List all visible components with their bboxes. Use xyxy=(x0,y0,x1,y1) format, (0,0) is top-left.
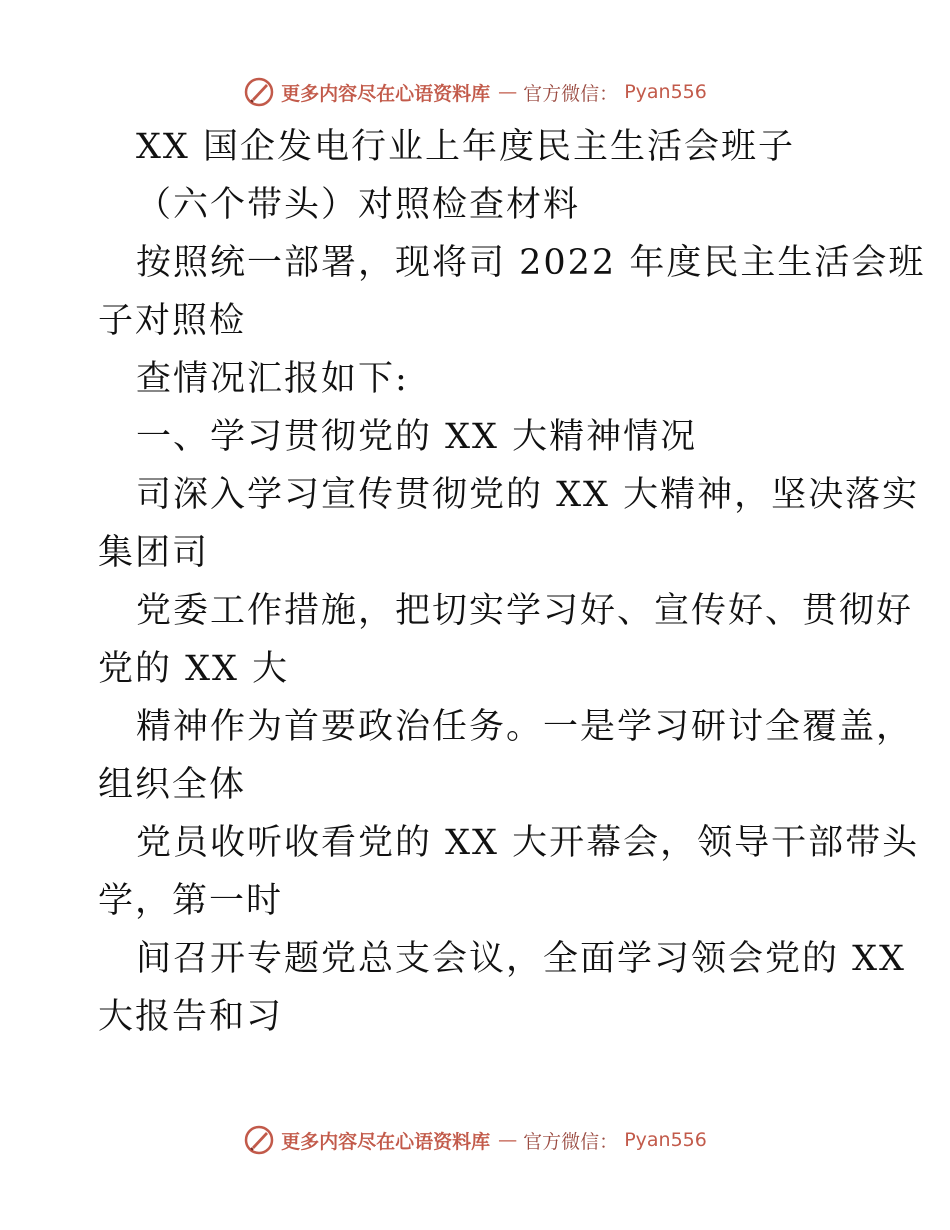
doc-line: 大报告和习 xyxy=(98,997,284,1037)
section-heading: 一、学习贯彻党的 XX 大精神情况 xyxy=(136,417,698,457)
doc-line: 集团司 xyxy=(98,533,210,573)
doc-line: 党的 XX 大 xyxy=(98,649,290,689)
doc-line: 学，第一时 xyxy=(98,881,284,921)
footer-watermark xyxy=(0,1120,950,1160)
watermark-separator: — xyxy=(498,1129,518,1151)
doc-line: 查情况汇报如下: xyxy=(136,359,409,399)
doc-line: 党员收听收看党的 XX 大开幕会，领导干部带头 xyxy=(136,823,920,863)
watermark-wechat-id: Pyan556 xyxy=(624,81,707,103)
quill-logo-icon xyxy=(243,76,275,108)
doc-line: 按照统一部署，现将司 2022 年度民主生活会班 xyxy=(136,243,926,283)
doc-line: 党委工作措施，把切实学习好、宣传好、贯彻好 xyxy=(136,591,914,631)
doc-line: 精神作为首要政治任务。一是学习研讨全覆盖， xyxy=(136,707,914,747)
watermark-official-label: 官方微信： xyxy=(523,82,619,105)
doc-line: 组织全体 xyxy=(98,765,247,805)
doc-line: 司深入学习宣传贯彻党的 XX 大精神，坚决落实 xyxy=(136,475,920,515)
doc-line: 间召开专题党总支会议，全面学习领会党的 XX xyxy=(136,939,906,979)
doc-title-line-1: XX 国企发电行业上年度民主生活会班子 xyxy=(136,127,795,167)
doc-title-line-2: （六个带头）对照检查材料 xyxy=(136,185,581,225)
watermark-separator: — xyxy=(498,81,518,103)
header-watermark xyxy=(0,72,950,112)
quill-logo-icon xyxy=(243,1124,275,1156)
watermark-official-label: 官方微信： xyxy=(523,1130,619,1153)
watermark-text: 更多内容尽在心语资料库 xyxy=(281,1130,491,1153)
doc-line: 子对照检 xyxy=(98,301,247,341)
watermark-wechat-id: Pyan556 xyxy=(624,1129,707,1151)
watermark-text: 更多内容尽在心语资料库 xyxy=(281,82,491,105)
